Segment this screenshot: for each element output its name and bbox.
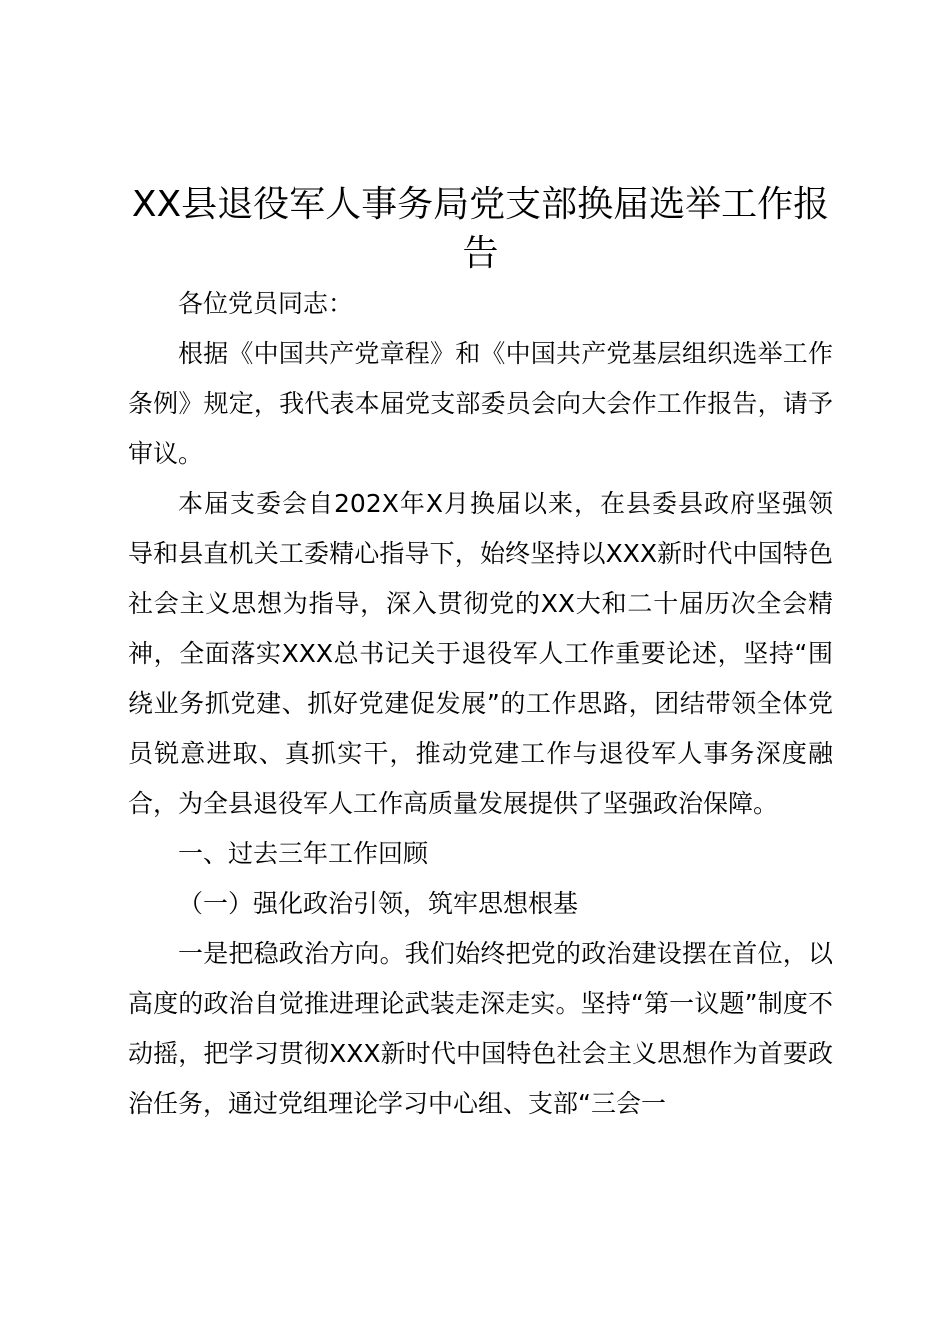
subsection-heading: （一）强化政治引领，筑牢思想根基 [178, 889, 579, 918]
document-body [128, 279, 833, 1129]
salutation: 各位党员同志： [178, 289, 354, 318]
body-paragraph: 一是把稳政治方向。我们始终把党的政治建设摆在首位，以高度的政治自觉推进理论武装走深走实。坚持“第一议题”制度不动摇，把学习贯彻XXX新时代中国特色社会主义思想作为首要政治任务，通过党组理论学习中心组、支部“三会一 [128, 939, 833, 1118]
summary-paragraph: 本届支委会自202X年X月换届以来，在县委县政府坚强领导和县直机关工委精心指导下，始终坚持以XXX新时代中国特色社会主义思想为指导，深入贯彻党的XX大和二十届历次全会精神，全面落实XXX总书记关于退役军人工作重要论述，坚持“围绕业务抓党建、抓好党建促发展”的工作思路，团结带领全体党员锐意进取、真抓实干，推动党建工作与退役军人事务深度融合，为全县退役军人工作高质量发展提供了坚强政治保障。 [128, 489, 833, 818]
document-title: XX县退役军人事务局党支部换届选举工作报告 [131, 184, 830, 274]
intro-paragraph: 根据《中国共产党章程》和《中国共产党基层组织选举工作条例》规定，我代表本届党支部委员会向大会作工作报告，请予审议。 [128, 339, 833, 468]
section-heading: 一、过去三年工作回顾 [178, 839, 429, 868]
